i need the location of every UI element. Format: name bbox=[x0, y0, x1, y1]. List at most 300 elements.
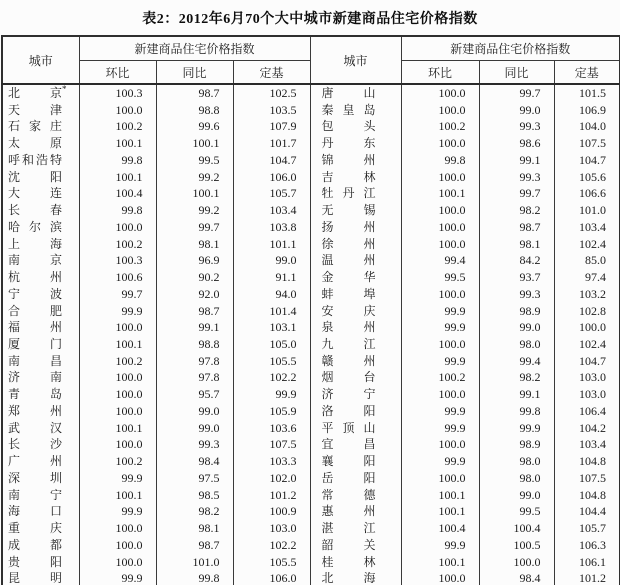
left-mom-cell: 100.2 bbox=[79, 353, 156, 370]
right-city-cell bbox=[310, 269, 401, 286]
left-yoy-cell: 98.1 bbox=[156, 236, 233, 253]
right-yoy-cell: 99.1 bbox=[479, 386, 554, 403]
right-city-cell bbox=[310, 570, 401, 585]
left-base-cell: 105.7 bbox=[233, 185, 310, 202]
table-row bbox=[2, 252, 620, 269]
table-row bbox=[2, 570, 620, 585]
right-mom-cell: 100.0 bbox=[401, 102, 479, 119]
left-yoy-cell: 98.4 bbox=[156, 453, 233, 470]
right-yoy-cell: 99.7 bbox=[479, 84, 554, 102]
table-row bbox=[2, 487, 620, 504]
left-base-cell: 101.7 bbox=[233, 135, 310, 152]
table-row bbox=[2, 84, 620, 102]
right-base-cell: 101.0 bbox=[554, 202, 620, 219]
left-yoy-cell: 98.7 bbox=[156, 537, 233, 554]
city-name: 天津 bbox=[8, 102, 62, 117]
right-base-cell: 105.7 bbox=[554, 520, 620, 537]
right-mom-cell: 100.0 bbox=[401, 386, 479, 403]
right-base-cell: 106.1 bbox=[554, 554, 620, 571]
right-base-header: 定基 bbox=[554, 61, 620, 85]
left-base-cell: 104.7 bbox=[233, 152, 310, 169]
table-row bbox=[2, 353, 620, 370]
left-mom-cell: 99.8 bbox=[79, 202, 156, 219]
city-name: 青岛 bbox=[8, 387, 62, 402]
left-base-cell: 105.9 bbox=[233, 403, 310, 420]
table-row bbox=[2, 420, 620, 437]
left-mom-cell: 100.1 bbox=[79, 420, 156, 437]
left-yoy-cell: 98.5 bbox=[156, 487, 233, 504]
city-name: 长沙 bbox=[8, 437, 62, 452]
city-name: 厦门 bbox=[8, 337, 62, 352]
right-base-cell: 101.5 bbox=[554, 84, 620, 102]
right-mom-cell: 99.9 bbox=[401, 353, 479, 370]
right-mom-cell: 100.4 bbox=[401, 520, 479, 537]
city-name: 上海 bbox=[8, 236, 62, 251]
right-yoy-header: 同比 bbox=[479, 61, 554, 85]
right-city-cell bbox=[310, 487, 401, 504]
right-city-cell bbox=[310, 152, 401, 169]
table-row bbox=[2, 470, 620, 487]
right-mom-cell: 100.0 bbox=[401, 219, 479, 236]
right-city-cell bbox=[310, 503, 401, 520]
right-index-header: 新建商品住宅价格指数 bbox=[401, 36, 620, 61]
right-yoy-cell: 99.4 bbox=[479, 353, 554, 370]
city-name: 石家庄 bbox=[8, 119, 62, 134]
city-name: 济南 bbox=[8, 370, 62, 385]
left-yoy-cell: 98.8 bbox=[156, 102, 233, 119]
left-base-cell: 103.5 bbox=[233, 102, 310, 119]
right-base-cell: 106.6 bbox=[554, 185, 620, 202]
city-name: 岳阳 bbox=[321, 470, 376, 485]
right-city-header: 城市 bbox=[310, 36, 401, 84]
left-base-cell: 106.0 bbox=[233, 169, 310, 186]
table-row bbox=[2, 219, 620, 236]
left-city-cell bbox=[2, 570, 79, 585]
left-city-cell bbox=[2, 353, 79, 370]
left-base-cell: 102.2 bbox=[233, 369, 310, 386]
right-yoy-cell: 99.3 bbox=[479, 118, 554, 135]
left-yoy-cell: 95.7 bbox=[156, 386, 233, 403]
city-name: 杭州 bbox=[8, 270, 62, 285]
left-city-cell bbox=[2, 386, 79, 403]
city-name: 襄阳 bbox=[321, 454, 376, 469]
left-city-cell bbox=[2, 102, 79, 119]
left-city-cell bbox=[2, 503, 79, 520]
left-mom-cell: 100.1 bbox=[79, 169, 156, 186]
left-city-cell bbox=[2, 487, 79, 504]
left-base-cell: 101.1 bbox=[233, 236, 310, 253]
left-base-cell: 103.0 bbox=[233, 520, 310, 537]
right-yoy-cell: 84.2 bbox=[479, 252, 554, 269]
left-base-cell: 101.2 bbox=[233, 487, 310, 504]
city-name: 南京 bbox=[8, 253, 62, 268]
left-city-cell bbox=[2, 185, 79, 202]
right-base-cell: 102.8 bbox=[554, 303, 620, 320]
left-city-cell bbox=[2, 369, 79, 386]
left-city-cell bbox=[2, 269, 79, 286]
table-row bbox=[2, 503, 620, 520]
left-yoy-cell: 90.2 bbox=[156, 269, 233, 286]
city-name: 合肥 bbox=[8, 303, 62, 318]
left-city-cell bbox=[2, 202, 79, 219]
table-row bbox=[2, 269, 620, 286]
right-mom-cell: 99.9 bbox=[401, 303, 479, 320]
right-city-cell bbox=[310, 236, 401, 253]
left-city-cell bbox=[2, 336, 79, 353]
left-city-cell bbox=[2, 520, 79, 537]
table-row bbox=[2, 403, 620, 420]
table-row bbox=[2, 520, 620, 537]
right-city-cell bbox=[310, 252, 401, 269]
left-yoy-cell: 97.5 bbox=[156, 470, 233, 487]
city-name: 包头 bbox=[321, 119, 376, 134]
left-base-cell: 103.6 bbox=[233, 420, 310, 437]
left-base-cell: 99.9 bbox=[233, 386, 310, 403]
left-city-cell bbox=[2, 252, 79, 269]
left-yoy-cell: 98.2 bbox=[156, 503, 233, 520]
table-row bbox=[2, 236, 620, 253]
table-row bbox=[2, 554, 620, 571]
right-base-cell: 106.4 bbox=[554, 403, 620, 420]
left-yoy-cell: 99.7 bbox=[156, 219, 233, 236]
left-city-cell bbox=[2, 436, 79, 453]
right-city-cell bbox=[310, 336, 401, 353]
right-yoy-cell: 100.0 bbox=[479, 554, 554, 571]
city-name: 北京 bbox=[8, 86, 62, 100]
table-row bbox=[2, 152, 620, 169]
right-base-cell: 104.4 bbox=[554, 503, 620, 520]
price-index-table bbox=[1, 35, 620, 585]
right-base-cell: 104.2 bbox=[554, 420, 620, 437]
table-row bbox=[2, 118, 620, 135]
city-name: 武汉 bbox=[8, 420, 62, 435]
left-mom-cell: 100.6 bbox=[79, 269, 156, 286]
right-yoy-cell: 99.3 bbox=[479, 286, 554, 303]
left-base-cell: 105.0 bbox=[233, 336, 310, 353]
city-name: 沈阳 bbox=[8, 169, 62, 184]
footnote-asterisk: * bbox=[62, 84, 67, 94]
left-yoy-cell: 98.8 bbox=[156, 336, 233, 353]
right-mom-cell: 99.9 bbox=[401, 420, 479, 437]
left-yoy-cell: 96.9 bbox=[156, 252, 233, 269]
left-city-cell bbox=[2, 135, 79, 152]
left-yoy-cell: 98.7 bbox=[156, 84, 233, 102]
right-base-cell: 101.2 bbox=[554, 570, 620, 585]
left-base-cell: 94.0 bbox=[233, 286, 310, 303]
city-name: 金华 bbox=[321, 270, 376, 285]
right-base-cell: 103.0 bbox=[554, 386, 620, 403]
left-yoy-cell: 99.3 bbox=[156, 436, 233, 453]
left-base-cell: 102.0 bbox=[233, 470, 310, 487]
right-base-cell: 102.4 bbox=[554, 236, 620, 253]
left-city-cell bbox=[2, 84, 79, 102]
right-yoy-cell: 99.0 bbox=[479, 102, 554, 119]
table-row bbox=[2, 303, 620, 320]
left-city-cell bbox=[2, 236, 79, 253]
city-name: 昆明 bbox=[8, 571, 62, 585]
left-yoy-cell: 97.8 bbox=[156, 369, 233, 386]
left-mom-cell: 99.9 bbox=[79, 570, 156, 585]
right-base-cell: 105.6 bbox=[554, 169, 620, 186]
city-name: 韶关 bbox=[321, 537, 376, 552]
left-city-cell bbox=[2, 118, 79, 135]
right-mom-cell: 99.9 bbox=[401, 403, 479, 420]
city-name: 南宁 bbox=[8, 487, 62, 502]
left-mom-cell: 100.1 bbox=[79, 135, 156, 152]
right-yoy-cell: 93.7 bbox=[479, 269, 554, 286]
right-yoy-cell: 99.5 bbox=[479, 503, 554, 520]
city-name: 成都 bbox=[8, 537, 62, 552]
left-base-cell: 103.8 bbox=[233, 219, 310, 236]
right-yoy-cell: 98.0 bbox=[479, 453, 554, 470]
right-yoy-cell: 98.6 bbox=[479, 135, 554, 152]
right-base-cell: 103.0 bbox=[554, 369, 620, 386]
right-mom-header: 环比 bbox=[401, 61, 479, 85]
city-name: 宜昌 bbox=[321, 437, 376, 452]
header-row-group bbox=[2, 36, 620, 61]
left-yoy-cell: 97.8 bbox=[156, 353, 233, 370]
right-yoy-cell: 98.1 bbox=[479, 236, 554, 253]
right-mom-cell: 100.1 bbox=[401, 185, 479, 202]
city-name: 徐州 bbox=[321, 236, 376, 251]
left-city-header: 城市 bbox=[2, 36, 79, 84]
city-name: 广州 bbox=[8, 454, 62, 469]
right-mom-cell: 99.9 bbox=[401, 319, 479, 336]
left-mom-header: 环比 bbox=[79, 61, 156, 85]
left-base-cell: 91.1 bbox=[233, 269, 310, 286]
right-city-cell bbox=[310, 286, 401, 303]
right-yoy-cell: 99.8 bbox=[479, 403, 554, 420]
right-yoy-cell: 98.9 bbox=[479, 436, 554, 453]
city-name: 海口 bbox=[8, 504, 62, 519]
left-city-cell bbox=[2, 152, 79, 169]
left-mom-cell: 100.0 bbox=[79, 436, 156, 453]
left-yoy-cell: 99.2 bbox=[156, 169, 233, 186]
right-city-cell bbox=[310, 202, 401, 219]
table-row bbox=[2, 369, 620, 386]
left-mom-cell: 99.9 bbox=[79, 503, 156, 520]
city-name: 烟台 bbox=[321, 370, 376, 385]
city-name: 湛江 bbox=[321, 521, 376, 536]
table-row bbox=[2, 202, 620, 219]
left-index-header: 新建商品住宅价格指数 bbox=[79, 36, 310, 61]
right-yoy-cell: 100.5 bbox=[479, 537, 554, 554]
left-yoy-cell: 99.1 bbox=[156, 319, 233, 336]
city-name: 温州 bbox=[321, 253, 376, 268]
right-base-cell: 103.4 bbox=[554, 219, 620, 236]
left-mom-cell: 100.2 bbox=[79, 453, 156, 470]
left-base-cell: 101.4 bbox=[233, 303, 310, 320]
left-base-cell: 105.5 bbox=[233, 353, 310, 370]
right-mom-cell: 99.8 bbox=[401, 152, 479, 169]
left-base-cell: 99.0 bbox=[233, 252, 310, 269]
right-base-cell: 85.0 bbox=[554, 252, 620, 269]
city-name: 九江 bbox=[321, 337, 376, 352]
city-name: 安庆 bbox=[321, 303, 376, 318]
table-row bbox=[2, 169, 620, 186]
city-name: 呼和浩特 bbox=[8, 152, 62, 167]
left-mom-cell: 99.7 bbox=[79, 286, 156, 303]
right-mom-cell: 99.9 bbox=[401, 453, 479, 470]
left-yoy-cell: 99.8 bbox=[156, 570, 233, 585]
city-name: 惠州 bbox=[321, 504, 376, 519]
city-name: 长春 bbox=[8, 203, 62, 218]
right-mom-cell: 100.2 bbox=[401, 369, 479, 386]
right-base-cell: 104.7 bbox=[554, 152, 620, 169]
city-name: 重庆 bbox=[8, 521, 62, 536]
left-mom-cell: 100.0 bbox=[79, 554, 156, 571]
right-city-cell bbox=[310, 185, 401, 202]
left-mom-cell: 100.3 bbox=[79, 252, 156, 269]
left-yoy-cell: 100.1 bbox=[156, 135, 233, 152]
city-name: 桂林 bbox=[321, 554, 376, 569]
right-mom-cell: 100.2 bbox=[401, 118, 479, 135]
left-yoy-cell: 100.1 bbox=[156, 185, 233, 202]
left-mom-cell: 100.0 bbox=[79, 319, 156, 336]
right-mom-cell: 100.0 bbox=[401, 336, 479, 353]
right-mom-cell: 100.0 bbox=[401, 436, 479, 453]
city-name: 宁波 bbox=[8, 286, 62, 301]
left-mom-cell: 99.9 bbox=[79, 303, 156, 320]
left-base-cell: 103.3 bbox=[233, 453, 310, 470]
right-base-cell: 104.0 bbox=[554, 118, 620, 135]
right-yoy-cell: 98.4 bbox=[479, 570, 554, 585]
right-city-cell bbox=[310, 135, 401, 152]
right-base-cell: 102.4 bbox=[554, 336, 620, 353]
left-mom-cell: 100.0 bbox=[79, 369, 156, 386]
city-name: 秦皇岛 bbox=[321, 102, 376, 117]
right-city-cell bbox=[310, 520, 401, 537]
left-mom-cell: 100.1 bbox=[79, 336, 156, 353]
left-mom-cell: 100.0 bbox=[79, 520, 156, 537]
left-base-cell: 103.4 bbox=[233, 202, 310, 219]
right-base-cell: 106.3 bbox=[554, 537, 620, 554]
left-city-cell bbox=[2, 554, 79, 571]
table-row bbox=[2, 537, 620, 554]
city-name: 扬州 bbox=[321, 219, 376, 234]
left-city-cell bbox=[2, 303, 79, 320]
city-name: 贵阳 bbox=[8, 554, 62, 569]
city-name: 泉州 bbox=[321, 320, 376, 335]
left-base-cell: 100.9 bbox=[233, 503, 310, 520]
table-row bbox=[2, 185, 620, 202]
right-city-cell bbox=[310, 169, 401, 186]
right-mom-cell: 99.4 bbox=[401, 252, 479, 269]
city-name: 洛阳 bbox=[321, 403, 376, 418]
left-base-cell: 107.5 bbox=[233, 436, 310, 453]
right-city-cell bbox=[310, 403, 401, 420]
right-mom-cell: 100.1 bbox=[401, 554, 479, 571]
right-yoy-cell: 100.4 bbox=[479, 520, 554, 537]
city-name: 郑州 bbox=[8, 403, 62, 418]
city-name: 唐山 bbox=[321, 86, 376, 100]
right-city-cell bbox=[310, 453, 401, 470]
left-mom-cell: 100.1 bbox=[79, 487, 156, 504]
right-base-cell: 103.2 bbox=[554, 286, 620, 303]
right-mom-cell: 100.1 bbox=[401, 503, 479, 520]
city-name: 牡丹江 bbox=[321, 186, 376, 201]
right-base-cell: 106.9 bbox=[554, 102, 620, 119]
table-row bbox=[2, 319, 620, 336]
left-base-cell: 105.5 bbox=[233, 554, 310, 571]
left-yoy-cell: 99.6 bbox=[156, 118, 233, 135]
left-base-cell: 102.5 bbox=[233, 84, 310, 102]
city-name: 深圳 bbox=[8, 470, 62, 485]
right-mom-cell: 100.0 bbox=[401, 236, 479, 253]
right-city-cell bbox=[310, 102, 401, 119]
left-mom-cell: 99.8 bbox=[79, 152, 156, 169]
right-yoy-cell: 98.0 bbox=[479, 470, 554, 487]
left-mom-cell: 100.4 bbox=[79, 185, 156, 202]
right-city-cell bbox=[310, 219, 401, 236]
left-mom-cell: 100.2 bbox=[79, 236, 156, 253]
city-name: 哈尔滨 bbox=[8, 219, 62, 234]
right-city-cell bbox=[310, 537, 401, 554]
city-name: 南昌 bbox=[8, 353, 62, 368]
city-name: 平顶山 bbox=[321, 420, 376, 435]
right-city-cell bbox=[310, 303, 401, 320]
left-base-header: 定基 bbox=[233, 61, 310, 85]
left-city-cell bbox=[2, 453, 79, 470]
right-base-cell: 107.5 bbox=[554, 470, 620, 487]
right-mom-cell: 100.0 bbox=[401, 135, 479, 152]
left-base-cell: 106.0 bbox=[233, 570, 310, 585]
right-city-cell bbox=[310, 436, 401, 453]
right-city-cell bbox=[310, 84, 401, 102]
right-yoy-cell: 99.7 bbox=[479, 185, 554, 202]
right-yoy-cell: 98.9 bbox=[479, 303, 554, 320]
right-city-cell bbox=[310, 319, 401, 336]
left-mom-cell: 100.0 bbox=[79, 219, 156, 236]
city-name: 蚌埠 bbox=[321, 286, 376, 301]
table-row bbox=[2, 336, 620, 353]
city-name: 常德 bbox=[321, 487, 376, 502]
right-city-cell bbox=[310, 118, 401, 135]
left-yoy-cell: 99.5 bbox=[156, 152, 233, 169]
city-name: 赣州 bbox=[321, 353, 376, 368]
right-mom-cell: 100.0 bbox=[401, 570, 479, 585]
page-title: 表2：2012年6月70个大中城市新建商品住宅价格指数 bbox=[142, 12, 478, 27]
city-name: 无锡 bbox=[321, 203, 376, 218]
right-city-cell bbox=[310, 369, 401, 386]
left-yoy-cell: 98.1 bbox=[156, 520, 233, 537]
city-name: 北海 bbox=[321, 571, 376, 585]
table-row bbox=[2, 135, 620, 152]
right-city-cell bbox=[310, 420, 401, 437]
right-mom-cell: 100.0 bbox=[401, 84, 479, 102]
left-city-cell bbox=[2, 537, 79, 554]
left-city-cell bbox=[2, 403, 79, 420]
table-row bbox=[2, 102, 620, 119]
left-mom-cell: 99.9 bbox=[79, 470, 156, 487]
right-yoy-cell: 99.1 bbox=[479, 152, 554, 169]
left-mom-cell: 100.0 bbox=[79, 537, 156, 554]
left-base-cell: 103.1 bbox=[233, 319, 310, 336]
left-mom-cell: 100.3 bbox=[79, 84, 156, 102]
right-base-cell: 104.7 bbox=[554, 353, 620, 370]
left-mom-cell: 100.2 bbox=[79, 118, 156, 135]
right-mom-cell: 100.1 bbox=[401, 487, 479, 504]
city-name: 丹东 bbox=[321, 136, 376, 151]
right-yoy-cell: 99.0 bbox=[479, 319, 554, 336]
city-name: 大连 bbox=[8, 186, 62, 201]
left-city-cell bbox=[2, 319, 79, 336]
right-yoy-cell: 98.2 bbox=[479, 369, 554, 386]
right-mom-cell: 100.0 bbox=[401, 202, 479, 219]
right-yoy-cell: 98.2 bbox=[479, 202, 554, 219]
left-base-cell: 107.9 bbox=[233, 118, 310, 135]
city-name: 太原 bbox=[8, 136, 62, 151]
